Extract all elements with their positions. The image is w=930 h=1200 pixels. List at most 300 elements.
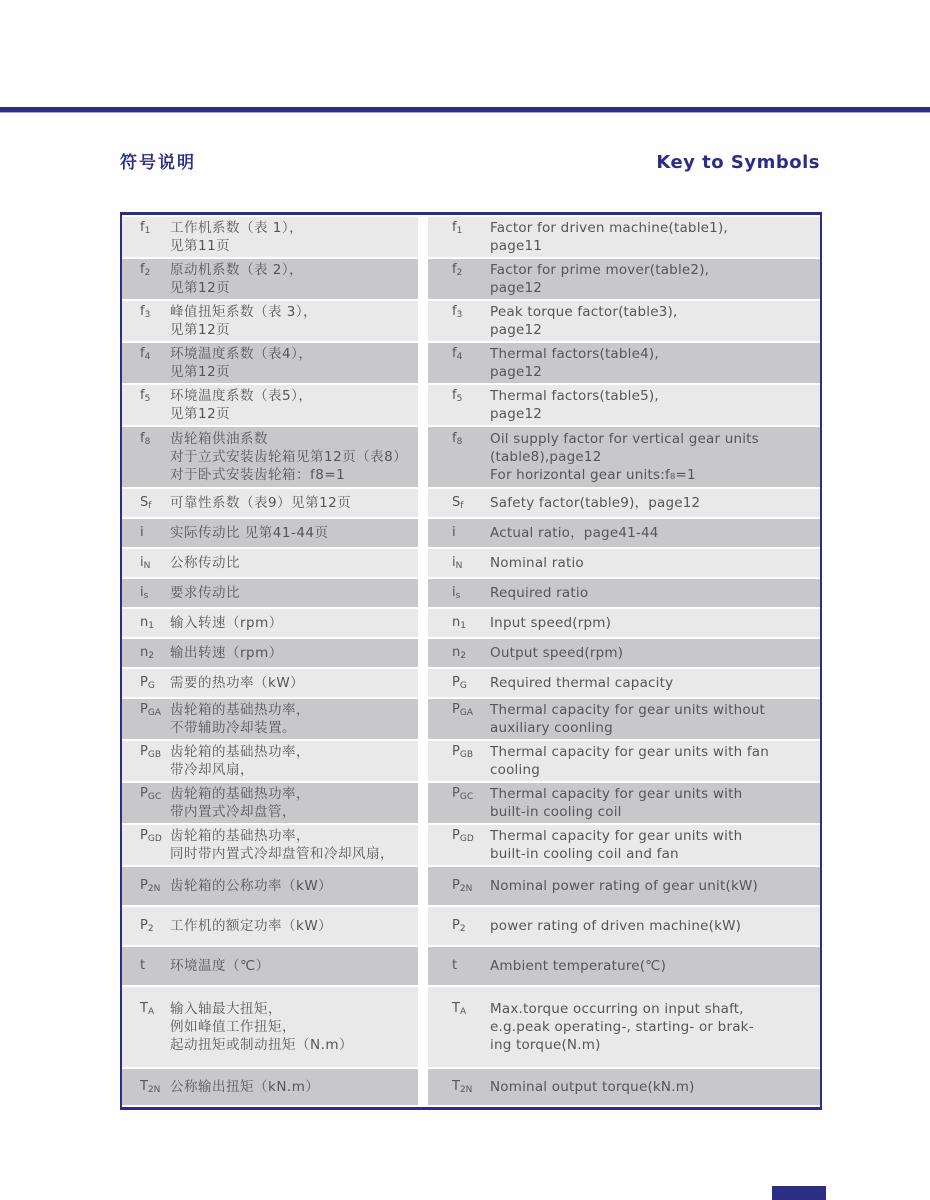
description-line: For horizontal gear units:f₈=1 — [490, 467, 696, 483]
table-row — [122, 639, 820, 667]
description-line: Max.torque occurring on input shaft, — [490, 1001, 744, 1017]
column-gutter — [418, 343, 428, 383]
description-line: 同时带内置式冷却盘管和冷却风扇， — [170, 846, 394, 862]
row-cn-half — [122, 427, 418, 487]
symbol-base: i — [140, 555, 144, 570]
row-cn-half — [122, 669, 418, 697]
symbol-subscript: A — [459, 1007, 467, 1017]
table-row — [122, 427, 820, 487]
row-cn-half — [122, 343, 418, 383]
row-en-half — [428, 669, 820, 697]
table-row — [122, 825, 820, 865]
symbol-subscript: GD — [459, 834, 474, 844]
symbol-en — [428, 644, 490, 662]
description-line: Factor for driven machine(table1), — [490, 220, 728, 236]
description-cn — [170, 877, 418, 895]
column-gutter — [418, 259, 428, 299]
symbol-cn — [122, 1078, 170, 1096]
row-cn-half — [122, 489, 418, 517]
row-en-half — [428, 385, 820, 425]
description-line: 实际传动比 见第41-44页 — [170, 525, 329, 541]
symbol-base: n — [140, 645, 149, 660]
symbol-base: f — [140, 346, 145, 361]
description-line: 公称输出扭矩（kN.m） — [170, 1079, 320, 1095]
description-line: 对于立式安装齿轮箱见第12页（表8） — [170, 449, 408, 465]
row-en-half — [428, 825, 820, 865]
description-line: 环境温度系数（表4）， — [170, 346, 313, 362]
description-en — [490, 785, 820, 821]
symbol-base: P — [452, 918, 460, 933]
symbol-base: n — [452, 645, 461, 660]
symbol-cn — [122, 785, 170, 803]
symbol-base: S — [452, 495, 461, 510]
symbol-subscript: 2 — [148, 651, 154, 661]
symbol-cn — [122, 219, 170, 237]
description-cn — [170, 614, 418, 632]
page-title-cn: 符号说明 — [120, 153, 196, 173]
symbol-base: P — [140, 744, 148, 759]
description-line: Thermal capacity for gear units with — [490, 828, 743, 844]
symbol-subscript: 2N — [459, 1085, 473, 1095]
row-en-half — [428, 907, 820, 945]
description-line: auxiliary coonling — [490, 720, 613, 736]
symbol-subscript: N — [455, 561, 463, 571]
symbol-subscript: GB — [147, 750, 161, 760]
row-en-half — [428, 343, 820, 383]
symbol-base: P — [452, 702, 460, 717]
row-en-half — [428, 301, 820, 341]
symbol-base: f — [452, 262, 457, 277]
column-gutter — [418, 639, 428, 667]
table-row — [122, 947, 820, 985]
symbol-base: P — [452, 744, 460, 759]
description-line: page12 — [490, 406, 543, 422]
top-rule-line — [0, 107, 930, 113]
symbol-subscript: f — [148, 501, 152, 511]
column-gutter — [418, 579, 428, 607]
symbol-base: P — [140, 786, 148, 801]
row-en-half — [428, 427, 820, 487]
symbol-en — [428, 701, 490, 719]
row-en-half — [428, 549, 820, 577]
column-gutter — [418, 1069, 428, 1105]
row-cn-half — [122, 519, 418, 547]
symbol-en — [428, 743, 490, 761]
description-line: Oil supply factor for vertical gear units — [490, 431, 759, 447]
symbol-base: T — [140, 1001, 148, 1016]
symbol-base: n — [452, 615, 461, 630]
symbol-subscript: 3 — [456, 310, 463, 320]
description-line: 原动机系数（表 2）， — [170, 262, 304, 278]
symbol-cn — [122, 554, 170, 572]
column-gutter — [418, 609, 428, 637]
table-row — [122, 579, 820, 607]
column-gutter — [418, 519, 428, 547]
description-line: ing torque(N.m) — [490, 1037, 601, 1053]
description-line: Nominal output torque(kN.m) — [490, 1079, 695, 1095]
symbol-subscript: GC — [147, 792, 162, 802]
column-gutter — [418, 489, 428, 517]
symbol-base: f — [140, 262, 145, 277]
description-en — [490, 674, 820, 692]
symbol-en — [428, 957, 490, 975]
row-cn-half — [122, 987, 418, 1067]
description-cn — [170, 701, 418, 737]
symbol-base: n — [140, 615, 149, 630]
symbol-subscript: 5 — [144, 394, 151, 404]
row-en-half — [428, 579, 820, 607]
description-en — [490, 743, 820, 779]
description-cn — [170, 917, 418, 935]
description-line: 公称传动比 — [170, 555, 240, 571]
description-cn — [170, 584, 418, 602]
table-row — [122, 259, 820, 299]
row-cn-half — [122, 579, 418, 607]
symbol-subscript: G — [459, 681, 467, 691]
symbol-subscript: 4 — [456, 352, 463, 362]
symbol-subscript: 2N — [147, 1085, 161, 1095]
row-cn-half — [122, 609, 418, 637]
symbol-base: f — [452, 388, 457, 403]
description-line: Nominal ratio — [490, 555, 584, 571]
description-cn — [170, 430, 418, 484]
description-line: 环境温度（℃） — [170, 958, 270, 974]
description-line: 可靠性系数（表9）见第12页 — [170, 495, 352, 511]
symbol-cn — [122, 827, 170, 845]
symbol-en — [428, 827, 490, 845]
description-line: page12 — [490, 322, 543, 338]
description-en — [490, 614, 820, 632]
description-cn — [170, 1000, 418, 1054]
description-line: Factor for prime mover(table2), — [490, 262, 710, 278]
description-line: Ambient temperature(℃) — [490, 958, 667, 974]
symbol-base: i — [452, 555, 456, 570]
symbol-subscript: 2 — [456, 268, 463, 278]
description-line: page12 — [490, 280, 543, 296]
table-row — [122, 549, 820, 577]
row-cn-half — [122, 259, 418, 299]
description-line: 峰值扭矩系数（表 3）， — [170, 304, 318, 320]
description-cn — [170, 743, 418, 779]
description-line: page11 — [490, 238, 543, 254]
row-cn-half — [122, 867, 418, 905]
symbol-base: f — [452, 346, 457, 361]
row-cn-half — [122, 907, 418, 945]
description-cn — [170, 494, 418, 512]
description-en — [490, 644, 820, 662]
description-en — [490, 917, 820, 935]
description-line: 输入轴最大扭矩， — [170, 1001, 282, 1017]
symbol-cn — [122, 644, 170, 662]
row-en-half — [428, 699, 820, 739]
description-line: Output speed(rpm) — [490, 645, 624, 661]
description-cn — [170, 219, 418, 255]
symbol-cn — [122, 494, 170, 512]
description-en — [490, 345, 820, 381]
column-gutter — [418, 385, 428, 425]
table-row — [122, 907, 820, 945]
description-line: Thermal factors(table5), — [490, 388, 659, 404]
symbol-base: f — [140, 388, 145, 403]
description-line: built-in cooling coil and fan — [490, 846, 679, 862]
symbol-base: P — [140, 702, 148, 717]
description-line: built-in cooling coil — [490, 804, 622, 820]
symbol-cn — [122, 701, 170, 719]
description-en — [490, 827, 820, 863]
description-en — [490, 303, 820, 339]
description-line: Nominal power rating of gear unit(kW) — [490, 878, 758, 894]
symbol-cn — [122, 614, 170, 632]
description-line: 环境温度系数（表5）， — [170, 388, 313, 404]
symbol-en — [428, 1000, 490, 1018]
description-line: Thermal capacity for gear units without — [490, 702, 766, 718]
description-line: Thermal factors(table4), — [490, 346, 659, 362]
symbol-base: f — [452, 304, 457, 319]
symbol-base: T — [452, 1001, 460, 1016]
symbol-base: f — [452, 220, 457, 235]
row-cn-half — [122, 301, 418, 341]
symbol-en — [428, 785, 490, 803]
table-row — [122, 669, 820, 697]
symbol-en — [428, 430, 490, 448]
symbol-subscript: 2N — [147, 884, 161, 894]
description-line: Thermal capacity for gear units with fan — [490, 744, 770, 760]
description-line: e.g.peak operating-, starting- or brak- — [490, 1019, 754, 1035]
description-line: 对于卧式安装齿轮箱：f8=1 — [170, 467, 346, 483]
description-line: Required thermal capacity — [490, 675, 674, 691]
symbol-subscript: 1 — [148, 621, 154, 631]
table-row — [122, 385, 820, 425]
description-line: 齿轮箱供油系数 — [170, 431, 268, 447]
description-line: 带冷却风扇， — [170, 762, 254, 778]
description-en — [490, 701, 820, 737]
symbol-base: P — [452, 675, 460, 690]
symbol-subscript: 2 — [459, 924, 466, 934]
description-line: 不带辅助冷却装置。 — [170, 720, 296, 736]
symbol-cn — [122, 261, 170, 279]
symbol-cn — [122, 345, 170, 363]
description-line: 见第12页 — [170, 280, 231, 296]
symbol-cn — [122, 584, 170, 602]
description-line: 见第12页 — [170, 322, 231, 338]
description-line: Required ratio — [490, 585, 589, 601]
column-gutter — [418, 867, 428, 905]
row-en-half — [428, 259, 820, 299]
table-row — [122, 609, 820, 637]
symbol-subscript: A — [147, 1007, 155, 1017]
symbol-subscript: GA — [459, 708, 473, 718]
symbol-subscript: 2 — [147, 924, 154, 934]
description-line: 齿轮箱的基础热功率， — [170, 744, 310, 760]
row-cn-half — [122, 385, 418, 425]
description-en — [490, 430, 820, 484]
symbol-subscript: 1 — [460, 621, 466, 631]
description-line: 起动扭矩或制动扭矩（N.m） — [170, 1037, 354, 1053]
table-row — [122, 741, 820, 781]
symbol-en — [428, 219, 490, 237]
row-cn-half — [122, 1069, 418, 1105]
symbol-base: t — [140, 958, 146, 973]
row-en-half — [428, 519, 820, 547]
symbol-subscript: N — [143, 561, 151, 571]
row-en-half — [428, 783, 820, 823]
row-cn-half — [122, 741, 418, 781]
description-line: Input speed(rpm) — [490, 615, 612, 631]
description-en — [490, 957, 820, 975]
symbol-base: P — [140, 828, 148, 843]
symbol-subscript: GB — [459, 750, 473, 760]
description-en — [490, 494, 820, 512]
row-en-half — [428, 741, 820, 781]
row-en-half — [428, 947, 820, 985]
symbol-cn — [122, 743, 170, 761]
symbol-base: i — [140, 585, 144, 600]
description-line: 齿轮箱的基础热功率， — [170, 786, 310, 802]
description-cn — [170, 303, 418, 339]
symbol-base: P — [452, 828, 460, 843]
description-en — [490, 387, 820, 423]
table-row — [122, 867, 820, 905]
table-row — [122, 519, 820, 547]
symbol-subscript: GC — [459, 792, 474, 802]
symbol-subscript: 1 — [144, 226, 151, 236]
description-line: cooling — [490, 762, 540, 778]
row-cn-half — [122, 947, 418, 985]
symbol-subscript: 3 — [144, 310, 151, 320]
description-line: Peak torque factor(table3), — [490, 304, 678, 320]
description-line: Safety factor(table9)，page12 — [490, 495, 701, 511]
description-line: page12 — [490, 364, 543, 380]
description-line: Actual ratio，page41-44 — [490, 525, 659, 541]
description-line: 齿轮箱的基础热功率， — [170, 828, 310, 844]
row-cn-half — [122, 783, 418, 823]
symbol-base: f — [452, 431, 457, 446]
column-gutter — [418, 783, 428, 823]
symbol-cn — [122, 917, 170, 935]
description-cn — [170, 387, 418, 423]
description-cn — [170, 1078, 418, 1096]
symbol-base: i — [140, 525, 144, 540]
description-en — [490, 524, 820, 542]
table-row — [122, 699, 820, 739]
column-gutter — [418, 825, 428, 865]
symbol-cn — [122, 303, 170, 321]
symbol-subscript: 8 — [144, 437, 151, 447]
symbol-base: t — [452, 958, 458, 973]
description-line: 见第12页 — [170, 406, 231, 422]
symbol-base: f — [140, 431, 145, 446]
description-cn — [170, 554, 418, 572]
row-cn-half — [122, 217, 418, 257]
description-cn — [170, 261, 418, 297]
column-gutter — [418, 947, 428, 985]
symbol-base: i — [452, 525, 456, 540]
description-line: 例如峰值工作扭矩， — [170, 1019, 296, 1035]
table-row — [122, 301, 820, 341]
symbol-subscript: 2 — [460, 651, 466, 661]
symbol-cn — [122, 430, 170, 448]
symbol-en — [428, 614, 490, 632]
symbol-subscript: s — [455, 591, 461, 601]
description-en — [490, 219, 820, 255]
column-gutter — [418, 907, 428, 945]
description-en — [490, 261, 820, 297]
description-line: 输出转速（rpm） — [170, 645, 283, 661]
symbol-cn — [122, 877, 170, 895]
description-en — [490, 877, 820, 895]
description-cn — [170, 785, 418, 821]
symbol-en — [428, 877, 490, 895]
description-line: 见第12页 — [170, 364, 231, 380]
row-cn-half — [122, 825, 418, 865]
symbol-en — [428, 1078, 490, 1096]
column-gutter — [418, 699, 428, 739]
description-en — [490, 584, 820, 602]
symbol-base: f — [140, 220, 145, 235]
symbol-en — [428, 554, 490, 572]
symbol-cn — [122, 1000, 170, 1018]
page-header — [120, 148, 820, 173]
symbol-base: P — [452, 878, 460, 893]
symbol-cn — [122, 674, 170, 692]
symbol-en — [428, 674, 490, 692]
symbol-subscript: 4 — [144, 352, 151, 362]
row-en-half — [428, 867, 820, 905]
page-title-en: Key to Symbols — [656, 152, 820, 173]
symbol-en — [428, 345, 490, 363]
symbol-en — [428, 584, 490, 602]
symbol-subscript: GD — [147, 834, 162, 844]
row-en-half — [428, 987, 820, 1067]
table-row — [122, 783, 820, 823]
description-line: 齿轮箱的公称功率（kW） — [170, 878, 333, 894]
description-cn — [170, 674, 418, 692]
description-en — [490, 1078, 820, 1096]
symbol-subscript: 1 — [456, 226, 463, 236]
symbols-table — [120, 212, 822, 1110]
description-line: 要求传动比 — [170, 585, 240, 601]
description-cn — [170, 644, 418, 662]
description-cn — [170, 957, 418, 975]
symbol-en — [428, 303, 490, 321]
symbol-cn — [122, 387, 170, 405]
symbol-subscript: 8 — [456, 437, 463, 447]
column-gutter — [418, 301, 428, 341]
description-line: 齿轮箱的基础热功率， — [170, 702, 310, 718]
description-line: 见第11页 — [170, 238, 231, 254]
column-gutter — [418, 741, 428, 781]
description-line: 带内置式冷却盘管， — [170, 804, 296, 820]
table-row — [122, 217, 820, 257]
symbol-base: P — [140, 675, 148, 690]
row-en-half — [428, 609, 820, 637]
table-row — [122, 987, 820, 1067]
symbol-subscript: 2 — [144, 268, 151, 278]
row-en-half — [428, 489, 820, 517]
row-cn-half — [122, 639, 418, 667]
symbol-base: f — [140, 304, 145, 319]
row-cn-half — [122, 549, 418, 577]
description-line: (table8),page12 — [490, 449, 602, 465]
column-gutter — [418, 987, 428, 1067]
table-row — [122, 489, 820, 517]
symbol-base: P — [452, 786, 460, 801]
symbol-subscript: 2N — [459, 884, 473, 894]
symbol-subscript: GA — [147, 708, 161, 718]
row-cn-half — [122, 699, 418, 739]
symbol-base: S — [140, 495, 149, 510]
description-line: 工作机的额定功率（kW） — [170, 918, 333, 934]
